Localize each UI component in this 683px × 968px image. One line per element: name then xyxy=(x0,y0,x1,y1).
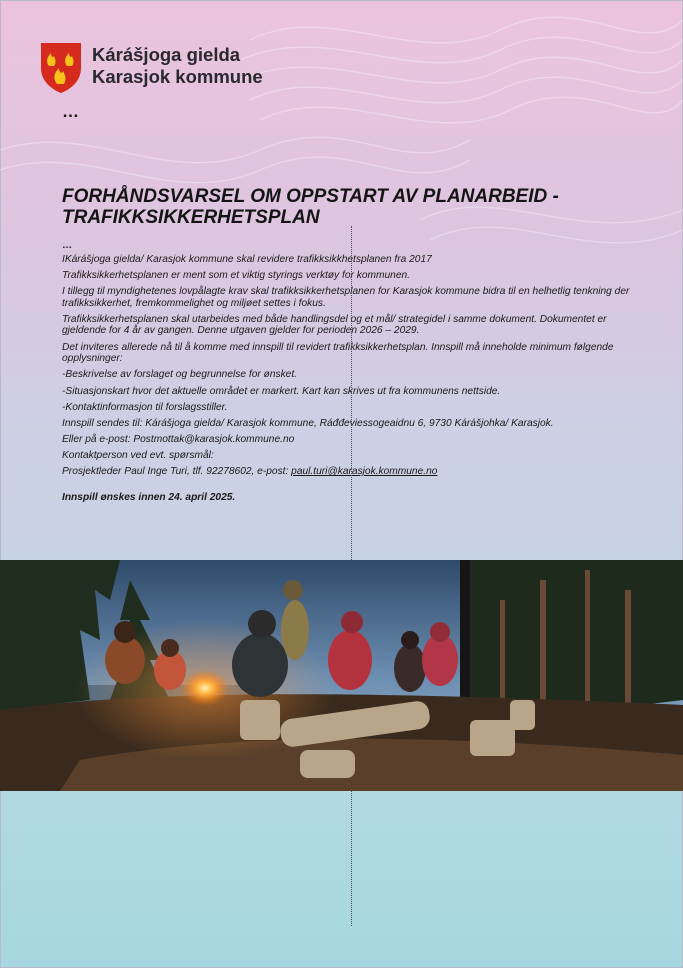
deadline-text: Innspill ønskes innen 24. april 2025. xyxy=(62,492,236,504)
paragraph-purpose: Trafikksikkerhetsplanen er ment som et viktig styrings verktøy for kommunen. xyxy=(62,269,410,281)
org-name-norwegian: Karasjok kommune xyxy=(92,66,263,87)
coat-of-arms-flames-icon xyxy=(40,42,82,94)
paragraph-structure: Trafikksikkerhetsplanen skal utarbeides med både handlingsdel og et mål/ strategidel i samme dokument. Dokumentet er gjeldende for 4 år av gangen. Denne utgaven gjelder for perioden 2026 – 2029. xyxy=(62,313,607,337)
notice-title: FORHÅNDSVARSEL OM OPPSTART AV PLANARBEID - TRAFIKKSIKKERHETSPLAN xyxy=(62,186,559,228)
project-leader-text: Prosjektleder Paul Inge Turi, tlf. 92278602, e-post: xyxy=(62,466,292,478)
list-item-map: -Situasjonskart hvor det aktuelle området er markert. Kart kan skrives ut fra kommunens nettside. xyxy=(62,385,501,397)
paragraph-intro: IKárášjoga gielda/ Karasjok kommune skal revidere trafikksikkhetsplanen fra 2017 xyxy=(62,253,432,265)
header-ellipsis: … xyxy=(62,102,79,121)
contact-email-link[interactable]: paul.turi@karasjok.kommune.no xyxy=(291,466,438,478)
paragraph-invitation: Det inviteres allerede nå til å komme med innspill til revidert trafikksikkerhetsplan. Innspill må inneholde minimum følgende opplysninger: xyxy=(62,341,614,365)
body-ellipsis: … xyxy=(62,240,73,251)
paragraph-contact-person: Kontaktperson ved evt. spørsmål: xyxy=(62,450,214,462)
organization-name xyxy=(92,44,263,88)
list-item-description: -Beskrivelse av forslaget og begrunnelse for ønsket. xyxy=(62,369,297,381)
paragraph-send-to: Innspill sendes til: Kárášjoga gielda/ Karasjok kommune, Ráđđeviessogeaidnu 6, 9730 Kárášjohka/ Karasjok. xyxy=(62,417,554,429)
paragraph-email: Eller på e-post: Postmottak@karasjok.kommune.no xyxy=(62,434,295,446)
paragraph-requirements: I tillegg til myndighetenes lovpålagte krav skal trafikksikkerhetsplanen for Karasjok kommune bidra til en helhetlig tenkning der trafikksikkerhet, fremkommelighet og miljøet settes i fokus. xyxy=(62,285,630,309)
notice-body xyxy=(62,240,652,508)
paragraph-project-leader xyxy=(62,466,652,478)
campfire-photo xyxy=(0,560,683,791)
org-name-sami: Kárášjoga gielda xyxy=(92,44,241,65)
list-item-contact: -Kontaktinformasjon til forslagsstiller. xyxy=(62,401,228,413)
